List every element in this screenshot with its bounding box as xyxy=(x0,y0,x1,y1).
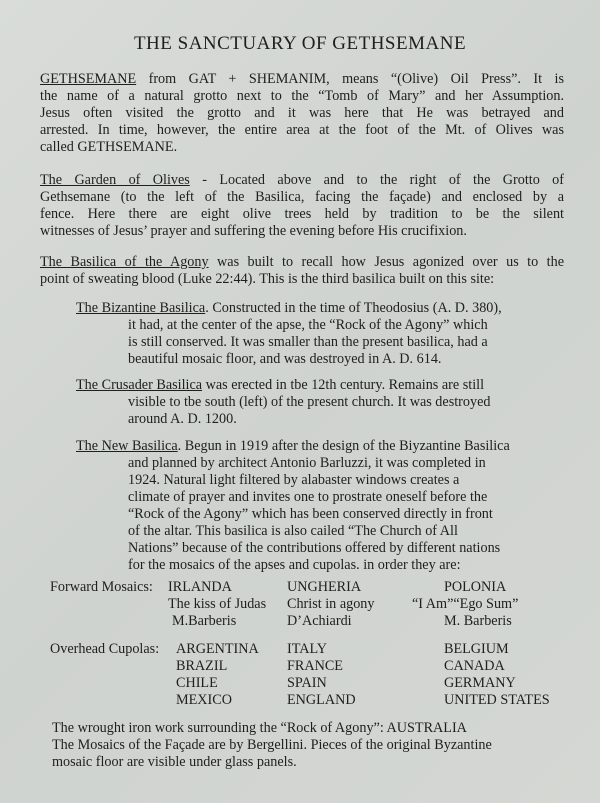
cupola-cell: FRANCE xyxy=(287,658,343,674)
paragraph-garden-of-olives xyxy=(40,172,564,240)
footer-notes xyxy=(52,720,572,771)
line: for the mosaics of the apses and cupolas. in order they are: xyxy=(128,557,461,573)
term-crusader-basilica: The Crusader Basilica xyxy=(76,377,203,393)
line: climate of prayer and invites one to prostrate oneself before the xyxy=(128,489,488,505)
line: 1924. Natural light filtered by alabaster windows creates a xyxy=(128,472,460,488)
term-new-basilica: The New Basilica xyxy=(76,438,178,454)
line: visible to tbe south (left) of the present church. It was destroyed xyxy=(128,394,491,410)
line: the name of a natural grotto next to the “Tomb of Mary” and her Assumption. xyxy=(40,88,564,104)
line: The wrought iron work surrounding the “Rock of Agony”: AUSTRALIA xyxy=(52,720,467,736)
section-bizantine-basilica xyxy=(76,300,566,368)
mosaic-cell: “I Am”“Ego Sum” xyxy=(412,596,519,612)
text: was built to recall how Jesus agonized over us to the xyxy=(208,254,564,270)
forward-mosaics-label: Forward Mosaics: xyxy=(50,579,153,595)
mosaic-cell: M.Barberis xyxy=(172,613,237,629)
cupola-cell: GERMANY xyxy=(444,675,516,691)
line: Nations” because of the contributions offered by different nations xyxy=(128,540,501,556)
mosaic-cell: M. Barberis xyxy=(444,613,512,629)
line: of the altar. This basilica is also cailed “The Church of All xyxy=(128,523,458,539)
mosaic-cell: D’Achiardi xyxy=(287,613,352,629)
text: . Begun in 1919 after the design of the Biyzantine Basilica xyxy=(177,438,510,454)
cupola-cell: UNITED STATES xyxy=(444,692,550,708)
line: beautiful mosaic floor, and was destroyed in A. D. 614. xyxy=(128,351,442,367)
line xyxy=(40,71,564,88)
line: is still conserved. It was smaller than the present basilica, had a xyxy=(128,334,488,350)
line: Gethsemane (to the left of the Basilica, facing the façade) and enclosed by a xyxy=(40,189,564,205)
line xyxy=(40,254,564,271)
mosaic-cell: IRLANDA xyxy=(168,579,232,595)
text: from GAT + SHEMANIM, means “(Olive) Oil Press”. It is xyxy=(136,71,564,87)
line: called GETHSEMANE. xyxy=(40,139,178,155)
line: point of sweating blood (Luke 22:44). This is the third basilica built on this site: xyxy=(40,271,495,287)
text: . Constructed in the time of Theodosius (A. D. 380), xyxy=(205,300,502,316)
line xyxy=(76,300,566,317)
mosaic-cell: POLONIA xyxy=(444,579,507,595)
cupola-cell: CANADA xyxy=(444,658,505,674)
term-garden-of-olives: The Garden of Olives xyxy=(40,172,190,188)
mosaic-cell: Christ in agony xyxy=(287,596,375,612)
term-basilica-agony: The Basilica of the Agony xyxy=(40,254,209,270)
section-new-basilica xyxy=(76,438,566,574)
line xyxy=(76,438,566,455)
line: fence. Here there are eight olive trees held by tradition to be the silent xyxy=(40,206,564,222)
line: “Rock of the Agony” which has been conserved directly in front xyxy=(128,506,493,522)
cupola-cell: SPAIN xyxy=(287,675,327,691)
page-title: THE SANCTUARY OF GETHSEMANE xyxy=(133,33,467,54)
line xyxy=(76,377,566,394)
term-bizantine-basilica: The Bizantine Basilica xyxy=(76,300,206,316)
text: was erected in tbe 12th century. Remains are still xyxy=(202,377,485,393)
line: Jesus often visited the grotto and it was here that He was betrayed and xyxy=(40,105,564,121)
overhead-cupolas-label: Overhead Cupolas: xyxy=(50,641,160,657)
cupola-cell: ENGLAND xyxy=(287,692,356,708)
mosaic-cell: UNGHERIA xyxy=(287,579,362,595)
cupola-cell: MEXICO xyxy=(176,692,232,708)
line: around A. D. 1200. xyxy=(128,411,237,427)
line: and planned by architect Antonio Barluzzi, it was completed in xyxy=(128,455,486,471)
cupola-cell: ARGENTINA xyxy=(176,641,259,657)
cupola-cell: BELGIUM xyxy=(444,641,509,657)
paragraph-gethsemane xyxy=(40,71,564,156)
cupola-cell: ITALY xyxy=(287,641,327,657)
cupola-cell: BRAZIL xyxy=(176,658,228,674)
cupola-cell: CHILE xyxy=(176,675,218,691)
paragraph-basilica-agony xyxy=(40,254,564,288)
line: The Mosaics of the Façade are by Bergellini. Pieces of the original Byzantine xyxy=(52,737,492,753)
section-crusader-basilica xyxy=(76,377,566,428)
text: - Located above and to the right of the Grotto of xyxy=(189,172,564,188)
line: witnesses of Jesus’ prayer and suffering the evening before His crucifixion. xyxy=(40,223,467,239)
term-gethsemane: GETHSEMANE xyxy=(40,71,137,87)
line: arrested. In time, however, the entire area at the foot of the Mt. of Olives was xyxy=(40,122,564,138)
line: mosaic floor are visible under glass panels. xyxy=(52,754,297,770)
mosaic-cell: The kiss of Judas xyxy=(168,596,267,612)
line: it had, at the center of the apse, the “Rock of the Agony” which xyxy=(128,317,488,333)
line xyxy=(40,172,564,189)
